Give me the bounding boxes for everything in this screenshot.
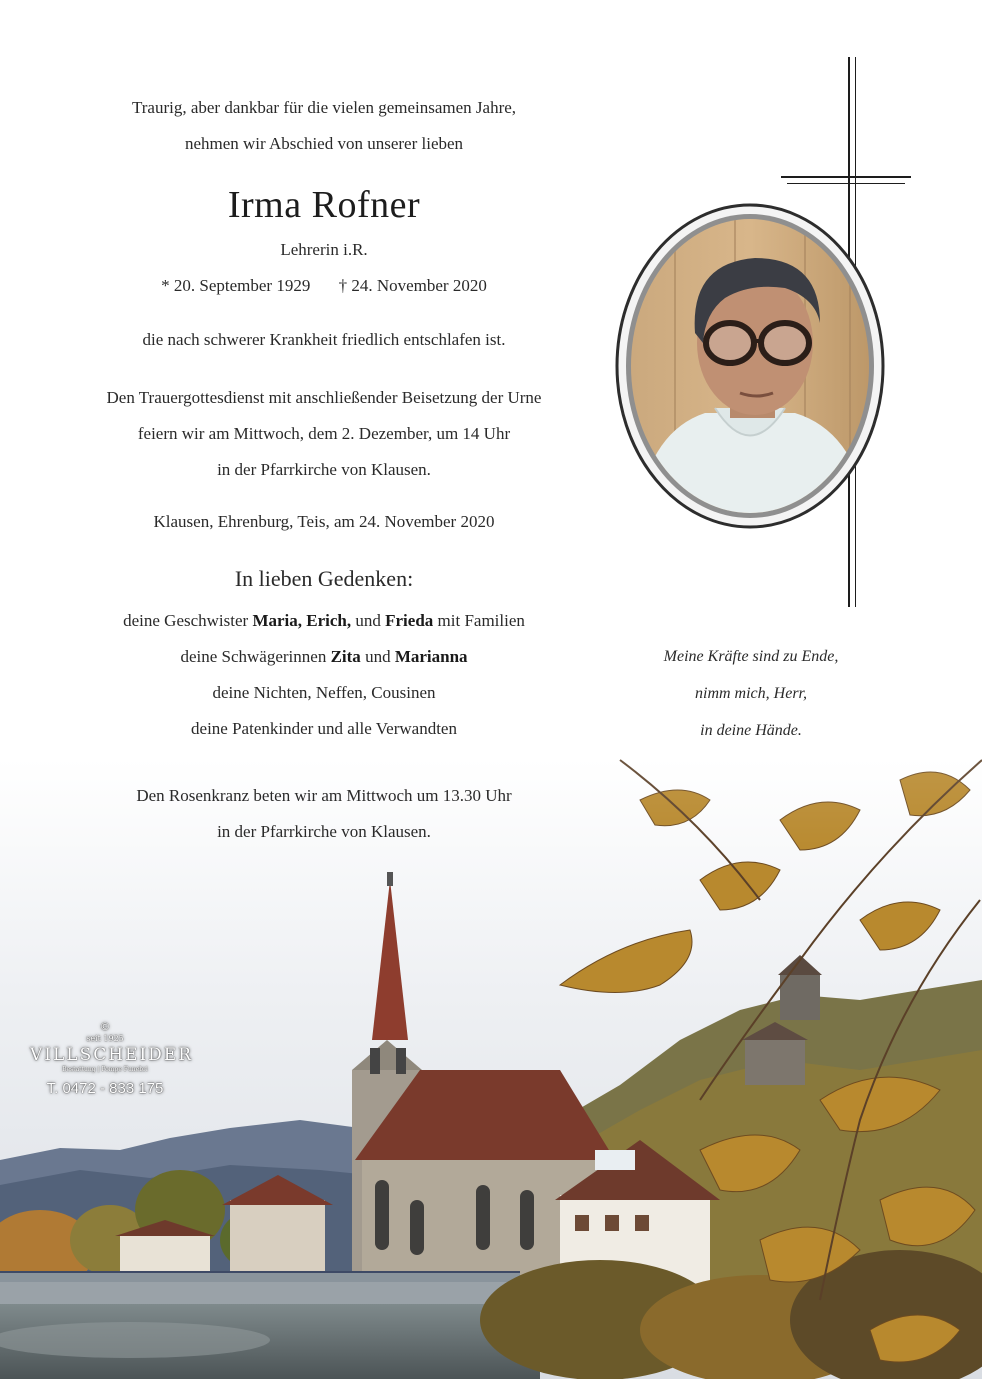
place-date: Klausen, Ehrenburg, Teis, am 24. November 2020 bbox=[153, 512, 495, 531]
service-line-3: in der Pfarrkirche von Klausen. bbox=[217, 460, 431, 479]
logo-subtitle: Bestattung | Pompe Funebri bbox=[62, 1066, 148, 1073]
sibling-name-frieda: Frieda bbox=[385, 611, 434, 630]
rosary-info bbox=[30, 778, 618, 850]
mourners-godchildren: deine Patenkinder und alle Verwandten bbox=[191, 719, 457, 738]
sister-in-law-marianna: Marianna bbox=[394, 647, 468, 666]
rosary-line-2: in der Pfarrkirche von Klausen. bbox=[217, 822, 431, 841]
intro-line-1: Traurig, aber dankbar für die vielen gemeinsamen Jahre, bbox=[131, 98, 517, 117]
logo-brand: VILLSCHEIDER bbox=[30, 1045, 194, 1065]
place-date-block bbox=[30, 504, 618, 540]
quote-line-1: Meine Kräfte sind zu Ende, bbox=[663, 648, 839, 665]
death-note: die nach schwerer Krankheit friedlich entschlafen ist. bbox=[142, 330, 506, 349]
sibling-names: Maria, Erich, bbox=[252, 611, 352, 630]
deceased-name: Irma Rofner bbox=[227, 184, 421, 226]
death-date: † 24. November 2020 bbox=[338, 276, 487, 295]
mourners-siblings: deine Geschwister Maria, Erich, und Frieda mit Familien bbox=[123, 611, 525, 630]
bible-quote bbox=[626, 638, 876, 749]
rosary-line-1: Den Rosenkranz beten wir am Mittwoch um 13.30 Uhr bbox=[136, 786, 512, 805]
cross-horizontal-bar bbox=[781, 176, 911, 178]
deceased-role-block bbox=[30, 232, 618, 268]
phone-number: T. 0472 - 833 175 bbox=[46, 1080, 164, 1097]
service-line-2: feiern wir am Mittwoch, dem 2. Dezember, um 14 Uhr bbox=[137, 424, 511, 443]
mourners-sisters-in-law: deine Schwägerinnen Zita und Marianna bbox=[180, 647, 468, 666]
sister-in-law-zita: Zita bbox=[330, 647, 361, 666]
mourners-list bbox=[30, 603, 618, 747]
deceased-role: Lehrerin i.R. bbox=[280, 240, 368, 259]
portrait-photo bbox=[615, 203, 885, 529]
copyright-mark: © bbox=[99, 1020, 111, 1033]
intro-text bbox=[30, 90, 618, 162]
funeral-service bbox=[30, 380, 618, 488]
memory-heading: In lieben Gedenken: bbox=[234, 566, 414, 591]
birth-date: * 20. September 1929 bbox=[161, 276, 311, 295]
life-dates bbox=[30, 268, 618, 304]
funeral-home-logo bbox=[30, 1020, 194, 1100]
service-line-1: Den Trauergottesdienst mit anschließender Beisetzung der Urne bbox=[106, 388, 542, 407]
intro-line-2: nehmen wir Abschied von unserer lieben bbox=[184, 134, 464, 153]
logo-since: seit 1925 bbox=[86, 1034, 124, 1043]
quote-line-3: in deine Hände. bbox=[700, 722, 802, 739]
death-note-block bbox=[30, 322, 618, 358]
mourners-relatives: deine Nichten, Neffen, Cousinen bbox=[212, 683, 436, 702]
cross-horizontal-bar-thin bbox=[787, 183, 905, 184]
quote-line-2: nimm mich, Herr, bbox=[695, 685, 807, 702]
